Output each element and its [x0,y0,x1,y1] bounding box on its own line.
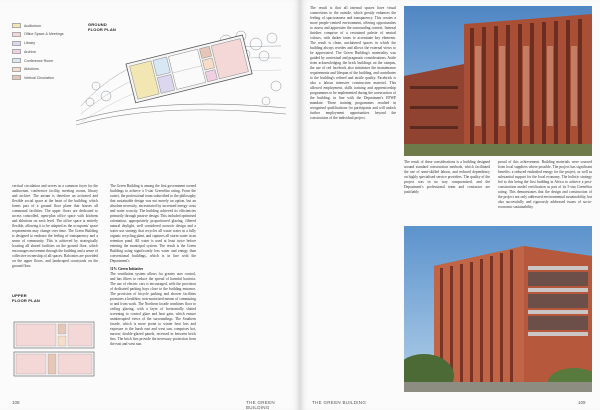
right-page-column-1: The result is that all internal spaces have visual connections to the outside, which greatly enhances the feeling of spaciousness and transparency. This creates a more people-centred environment, offering opportunities to assess and appreciate the surrounding context. Internal finishes comprise of a restrained palette of neutral colours, with darker tones to accentuate key elements. The result is clean, uncluttered spaces in which the building always recedes and allows the external views to be appreciated. The Green Building's materiality was guided by contextual and pragmatic considerations. Aside from acknowledging the brick buildings on the campus, the use of red facebrick also minimises the maintenance requirements and lifespan of the building, and contributes to the building's refined and tactile quality. Facebrick is also a labour intensive construction material. This allowed employment, skills training and apprenticeship programmes to be implemented during the construction of the building, in line with the Department's EPWP mandate. These training programmes resulted in recognised qualifications for participants and will unlock further employment opportunities beyond the construction of the individual project. [310,6,396,120]
legend-label: Archive [24,49,36,54]
legend-swatch [12,41,21,46]
legend-label: Auditorium [24,23,42,28]
legend-swatch [12,67,21,72]
running-head-left: THE GREEN BUILDING [246,400,275,410]
upper-floor-plan-drawing [12,318,100,380]
left-page-column-1: vertical circulation and serves as a common foyer for the auditorium, conference facility, meeting rooms, library and archive. The atrium is therefore an activated and flexible social space at the heart of the building, which forms part of a ground floor plane that houses all communal facilities. The upper floors are dedicated to access controlled, open-plan office space with kitchens and ablutions on each level. The office space is entirely flexible, allowing it to be adapted as the occupants' space requirements may change over time. The Green Building is designed to embrace the feeling of transparency and a sense of community. This is achieved by strategically locating all shared facilities on the ground floor, which encourages movement through the building and a sense of collective ownership of all spaces. Balconies are provided on the upper floors, and landscaped courtyards on the ground floor. [12,184,98,268]
ground-floor-plan-drawing [76,26,286,126]
left-page-column-2 [110,184,196,384]
ground-floor-plan-title: GROUND FLOOR PLAN [88,22,116,32]
legend-swatch [12,23,21,28]
upper-floor-plan-title: UPPER FLOOR PLAN [12,293,40,303]
legend-item [12,48,80,56]
legend-label: Conference Room [24,58,54,63]
right-page-column-2: proud of this achievement. Building materials were sourced from local suppliers where possible. The project has significant benefits: a reduced embodied energy for the project, as well as substantial support for the local economy. The holistic strategy led to this being the first building in Africa to achieve a post-construction model certification as part of its 5-star GreenStar rating. This demonstrates that the design and construction of the project not only addressed environmental sustainability, but also successfully and rigorously addressed issues of socio-economic sustainability. [498,160,592,209]
legend-swatch [12,58,21,63]
legend-item [12,39,80,47]
right-page [300,0,600,410]
building-exterior-photo-bottom [404,226,592,392]
legend-label: Library [24,41,35,46]
left-column-2-paragraph-b: The ventilation system allows for greater user control, and has filters to reduce the spread of harmful bacteria. The use of electric cars is encouraged, with the provision of dedicated parking bays close to the building entrance. The provision of bicycle parking and shower facilities promotes a healthier, non-motorised means of commuting to and from work. The Northern facade combines floor to ceiling glazing, with a layer of horizontally slatted screening to control glare and heat gain, which ensure uninterrupted views of the surroundings. The Southern facade, which is more prone to winter heat loss and exposure to the harsh east and west sun, comprises hot, narrow, double-glazed panels, recessed in between brick fins. The brick fins provide the necessary protection from the east and west sun. [110,272,196,346]
legend-swatch [12,75,21,80]
legend-item [12,22,80,30]
left-column-2-paragraph: The Green Building is among the first government owned buildings to achieve a 5-star GreenStar rating. From the outset, the professional team subscribed to the philosophy that sustainable design was not merely an option, but an absolute necessity, necessitated by increased energy costs and water scarcity. The building achieved its efficiencies primarily through passive design. This included optimised orientation, appropriately proportioned glazing, filtered natural daylight, well considered acoustic design and a water use strategy that recycles all waste water in a fully organic recycling plant, and captures all storm water in an retention pond. All water is used at least twice before entering the municipal system. The result is the Green Building using significantly less water and energy than conventional buildings, which is in line with the Department's [110,184,196,263]
page-number-right: 109 [578,400,586,405]
right-page-column-1-continued: The result of these considerations is a building designed around standard construction methods, which facilitated the use of semi-skilled labour, and reduced dependency on highly specialised service providers. The quality of the project was in no way compromised, and the Department's professional team and contractor are justifiably [404,160,490,194]
legend-item [12,57,80,65]
section-subheading: 11% Green Initiative [110,267,144,271]
page-number-left: 108 [12,400,20,405]
running-head-right: THE GREEN BUILDING [312,400,367,405]
legend-item [12,31,80,39]
legend-label: Ablutions [24,67,39,72]
legend-swatch [12,49,21,54]
legend-label: Vertical Circulation [24,75,54,80]
legend-item [12,65,80,73]
building-facade-photo-top [404,6,592,156]
legend-swatch [12,32,21,37]
legend-item [12,74,80,82]
legend-label: Office Space & Meetings [24,32,64,37]
floor-plan-legend [12,22,80,83]
